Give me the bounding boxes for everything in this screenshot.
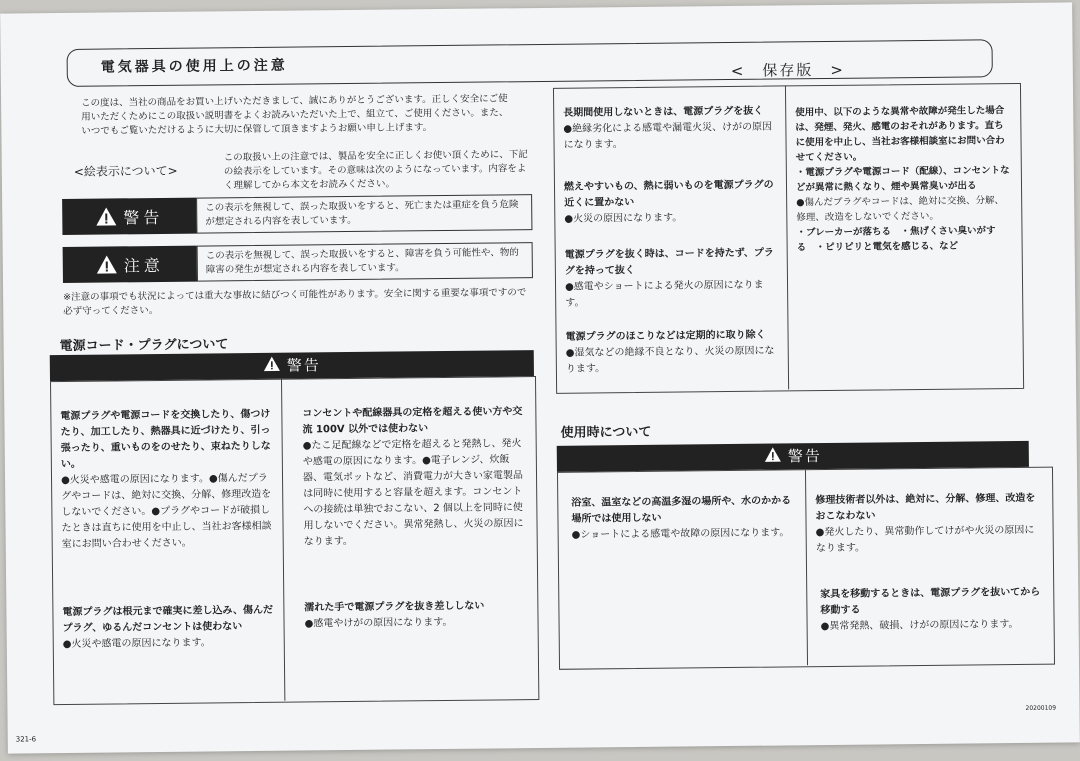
caution-legend	[63, 242, 533, 283]
cord-item-3-title: コンセントや配線器具の定格を超える使い方や交流 100V 以外では使わない	[302, 406, 523, 436]
edition-label: < 保存版 >	[730, 60, 846, 80]
right-item-e-title: 使用中、以下のような異常や故障が発生した場合は、発煙、発火、感電のおそれがあります。直ちに使用を中止し、当社お客様相談室にお問い合わせてください。	[795, 105, 1005, 164]
page-title: 電気器具の使用上の注意	[100, 57, 288, 76]
right-item-d-title: 電源プラグのほこりなどは定期的に取り除く	[565, 329, 766, 343]
warning-triangle-icon	[764, 446, 782, 462]
warning-label: 警告	[123, 207, 164, 227]
cord-item-4-title: 濡れた手で電源プラグを抜き差ししない	[304, 600, 485, 614]
intro-text: この度は、当社の商品をお買い上げいただきまして、誠にありがとうございます。正しく安全にご使用いただくためにこの取扱い説明書をよくお読みいただいた上で、組立て、ご使用ください。また、いつでもご覧いただけるように大切に保管して頂きますようお願い申し上げます。	[81, 93, 509, 137]
cord-item-2	[62, 603, 274, 653]
warning-description: この表示を無視して、誤った取扱いをすると、死亡または重症を負う危険が想定される内容を表しています。	[196, 194, 532, 234]
cord-item-1	[60, 407, 273, 553]
caution-description: この表示を無視して、誤った取扱いをすると、障害を負う可能性や、物的障害の発生が想定される内容を表しています。	[197, 242, 533, 282]
caution-triangle-icon	[96, 254, 118, 274]
use-section-heading: 使用時について	[560, 424, 652, 441]
use-item-1-body: ●ショートによる感電や故障の原因になります。	[571, 527, 790, 541]
page-code: 321-6	[15, 735, 37, 744]
use-item-1-title: 浴室、温室などの高温多湿の場所や、水のかかる場所では使用しない	[571, 495, 792, 525]
cord-warning-label: 警告	[286, 356, 321, 375]
right-item-c-title: 電源プラグを抜く時は、コードを持たず、プラグを持って抜く	[564, 247, 774, 277]
cord-item-1-body: ●火災や感電の原因になります。●傷んだプラグやコードは、絶対に交換、分解、修理改造をしないでください。●プラグやコードが破損したときは直ちに使用を中止し、当社お客様相談室にお問い合わせください。	[60, 472, 272, 551]
use-item-3-title: 家具を移動するときは、電源プラグを抜いてから移動する	[820, 586, 1041, 617]
right-item-a-body: ●絶縁劣化による感電や漏電火災、けがの原因になります。	[563, 121, 773, 151]
cord-item-4-body: ●感電やけがの原因になります。	[304, 616, 453, 630]
pictogram-heading: <絵表示について>	[73, 163, 178, 179]
right-item-e	[795, 103, 1011, 255]
caution-label: 注意	[123, 255, 164, 275]
right-item-d	[565, 327, 779, 377]
right-item-c-body: ●感電やショートによる発火の原因になります。	[564, 279, 764, 309]
use-item-2-body: ●発火したり、異常動作してけがや火災の原因になります。	[815, 524, 1035, 555]
date-code: 20200109	[1025, 704, 1057, 712]
cord-item-4	[304, 598, 526, 632]
use-warning-label: 警告	[787, 447, 822, 466]
cord-item-2-title: 電源プラグは根元まで確実に差し込み、傷んだプラグ、ゆるんだコンセントは使わない	[62, 604, 274, 635]
right-item-e-list: ・電源プラグや電源コード（配線）、コンセントなどが異常に熱くなり、煙や異常臭いが出る	[795, 165, 1010, 194]
use-item-1	[571, 493, 791, 543]
right-item-b-body: ●火災の原因になります。	[564, 212, 683, 225]
right-item-d-body: ●湿気などの絶縁不良となり、火災の原因になります。	[565, 345, 775, 375]
cord-item-2-body: ●火災や感電の原因になります。	[62, 637, 211, 651]
right-item-b	[564, 177, 778, 227]
use-item-2	[815, 491, 1038, 557]
right-item-c	[565, 245, 780, 311]
pictogram-description: この取扱い上の注意では、製品を安全に正しくお使い頂くために、下記の絵表示をしています。その意味は次のようになっています。内容をよく理解してから本文をお読みください。	[223, 149, 528, 192]
warning-legend	[62, 194, 532, 235]
right-item-e-items: ・ブレーカーが落ちる ・焦げくさい臭いがする ・ピリピリと電気を感じる、など	[796, 225, 996, 254]
warning-triangle-icon	[263, 356, 281, 372]
right-item-b-title: 燃えやすいもの、熱に弱いものを電源プラグの近くに置かない	[563, 179, 774, 209]
cord-item-3-body: ●たこ足配線などで定格を超えると発熱し、発火や感電の原因になります。●電子レンジ、炊飯器、電気ポットなど、消費電力が大きい家電製品は同時に使用すると容量を超えます。コンセントへの接続は単独でおこない、2 個以上を同時に使用しないでください。異常発熱し、火災の原因になります。	[302, 438, 524, 548]
right-item-a-title: 長期間使用しないときは、電源プラグを抜く	[563, 105, 764, 119]
instruction-sheet	[0, 2, 1080, 753]
use-item-3	[820, 585, 1042, 635]
right-item-e-note: ●傷んだプラグやコードは、絶対に交換、分解、修理、改造をしないでください。	[796, 195, 1005, 224]
cord-item-3	[302, 404, 525, 550]
warning-triangle-icon	[95, 206, 117, 226]
right-item-a	[563, 104, 777, 154]
safety-note: ※注意の事項でも状況によっては重大な事故に結びつく可能性があります。安全に関する重要な事項ですので必ず守ってください。	[63, 287, 527, 317]
use-item-2-title: 修理技術者以外は、絶対に、分解、修理、改造をおこなわない	[815, 492, 1036, 523]
use-item-3-body: ●異常発熱、破損、けがの原因になります。	[820, 619, 1019, 633]
cord-section-heading: 電源コード・プラグについて	[59, 337, 229, 355]
cord-item-1-title: 電源プラグや電源コードを交換したり、傷つけたり、加工したり、熱器具に近づけたり、引っ張ったり、重いものをのせたり、束ねたりしない。	[60, 408, 271, 471]
